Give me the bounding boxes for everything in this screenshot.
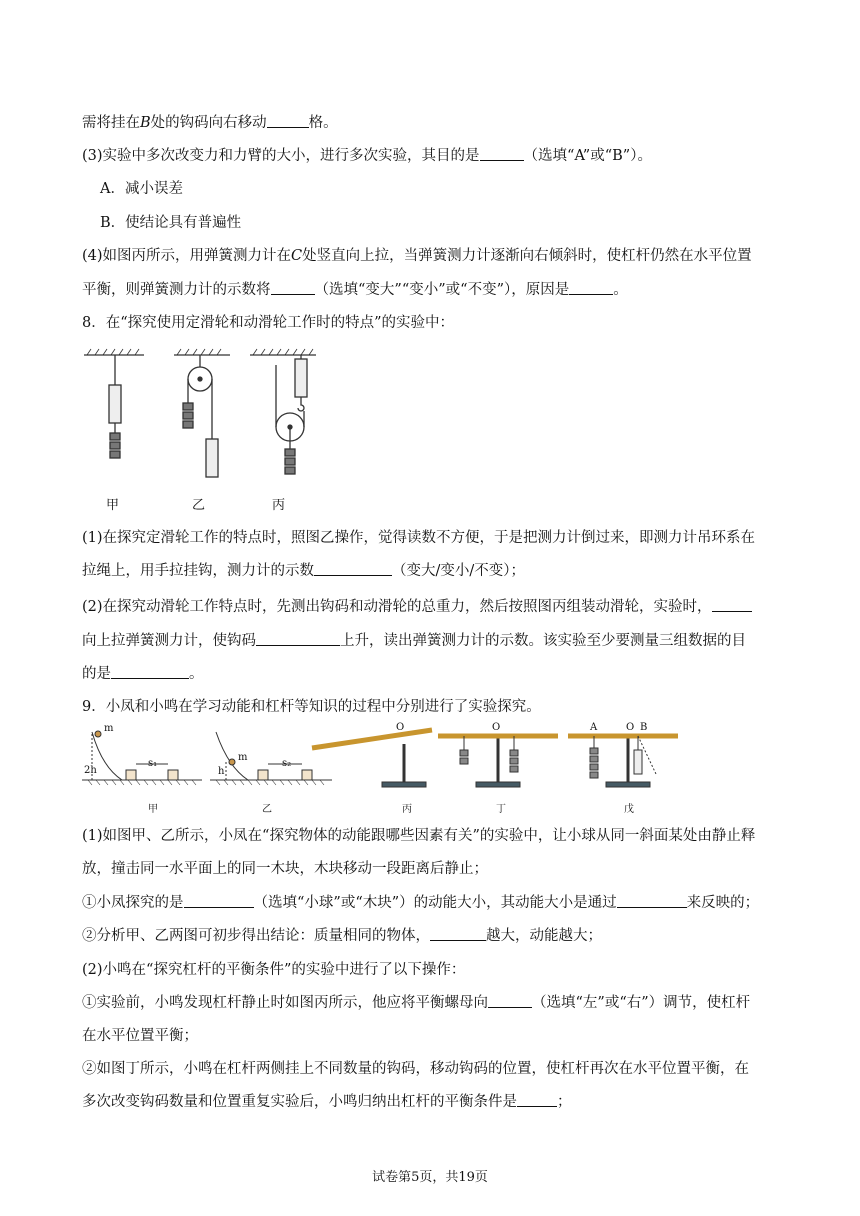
answer-blank[interactable] [314,561,392,576]
text-line: ①实验前，小鸣发现杠杆静止时如图丙所示，他应将平衡螺母向 （选填“左”或“右”）调节，使杠杆 [82,995,751,1011]
answer-blank[interactable] [430,926,486,941]
answer-blank[interactable] [267,113,309,128]
label-s2: s₂ [282,758,292,769]
text-line: 的是 。 [82,666,204,682]
text-line: 平衡，则弹簧测力计的示数将 （选填“变大”“变小”或“不变”），原因是 。 [82,282,628,298]
text-line: 需将挂在B处的钩码向右移动 格。 [82,115,338,131]
text-line: (3)实验中多次改变力和力臂的大小，进行多次实验，其目的是 （选填“A”或“B”）。 [82,148,652,164]
text-line: (1)在探究定滑轮工作的特点时，照图乙操作，觉得读数不方便，于是把测力计倒过来，即测力计吊环系在 [82,530,756,546]
answer-blank[interactable] [480,146,524,161]
text-line: (2)小鸣在“探究杠杆的平衡条件”的实验中进行了以下操作： [82,962,466,978]
option-a: A．减小误差 [100,181,183,197]
label-m: m [104,723,114,734]
label-2h: 2h [84,765,97,776]
text-line: ①小凤探究的是 （选填“小球”或“木块”）的动能大小，其动能大小是通过 来反映的； [82,895,760,911]
text-line: (1)如图甲、乙所示，小凤在“探究物体的动能跟哪些因素有关”的实验中，让小球从同一斜面某处由静止释 [82,828,756,844]
option-b: B．使结论具有普遍性 [100,215,242,231]
answer-blank[interactable] [271,280,315,295]
text-line: ②分析甲、乙两图可初步得出结论：质量相同的物体， 越大，动能越大； [82,928,602,944]
text-line: (2)在探究动滑轮工作特点时，先测出钩码和动滑轮的总重力，然后按照图丙组装动滑轮，实验时， [82,597,780,617]
answer-blank[interactable] [184,893,254,908]
label-m: m [238,752,248,763]
label-a: A [590,722,598,733]
figure-caption: 丁 [496,804,506,815]
label-o: O [626,722,635,733]
text-line: (4)如图丙所示，用弹簧测力计在C处竖直向上拉，当弹簧测力计逐渐向右倾斜时，使杠杆仍然在水平位置 [82,248,752,264]
label-o: O [396,722,405,733]
question-8-title: 8．在“探究使用定滑轮和动滑轮工作时的特点”的实验中： [82,315,455,331]
label-b: B [640,722,648,733]
answer-blank[interactable] [569,280,613,295]
figure-caption: 甲 [148,804,158,815]
text-line: 多次改变钩码数量和位置重复实验后，小鸣归纳出杠杆的平衡条件是 ； [82,1094,572,1110]
answer-blank[interactable] [617,893,687,908]
figure-caption: 乙 [262,804,272,815]
label-o: O [492,722,501,733]
figure-caption: 丙 [402,804,412,815]
answer-blank[interactable] [256,631,340,646]
text-line: ②如图丁所示，小鸣在杠杆两侧挂上不同数量的钩码，移动钩码的位置，使杠杆再次在水平位置平衡，在 [82,1061,749,1077]
answer-blank[interactable] [111,664,189,679]
text-line: 拉绳上，用手拉挂钩，测力计的示数 （变大/变小/不变）； [82,563,526,579]
answer-blank[interactable] [712,597,752,612]
answer-blank[interactable] [488,993,532,1008]
label-h: h [218,766,225,777]
figure-caption: 戊 [624,804,634,815]
figure-caption: 甲 [106,498,120,513]
question-9-title: 9．小凤和小鸣在学习动能和杠杆等知识的过程中分别进行了实验探究。 [82,699,541,715]
text-line: 放，撞击同一水平面上的同一木块，木块移动一段距离后静止； [82,861,488,877]
figure-caption: 乙 [192,498,206,513]
label-s1: s₁ [148,758,158,769]
answer-blank[interactable] [517,1092,557,1107]
figure-caption: 丙 [272,498,286,513]
text-line: 向上拉弹簧测力计，使钩码 上升，读出弹簧测力计的示数。该实验至少要测量三组数据的目 [82,633,746,649]
text-line: 在水平位置平衡； [82,1028,198,1044]
page-footer: 试卷第5页，共19页 [372,1170,488,1185]
